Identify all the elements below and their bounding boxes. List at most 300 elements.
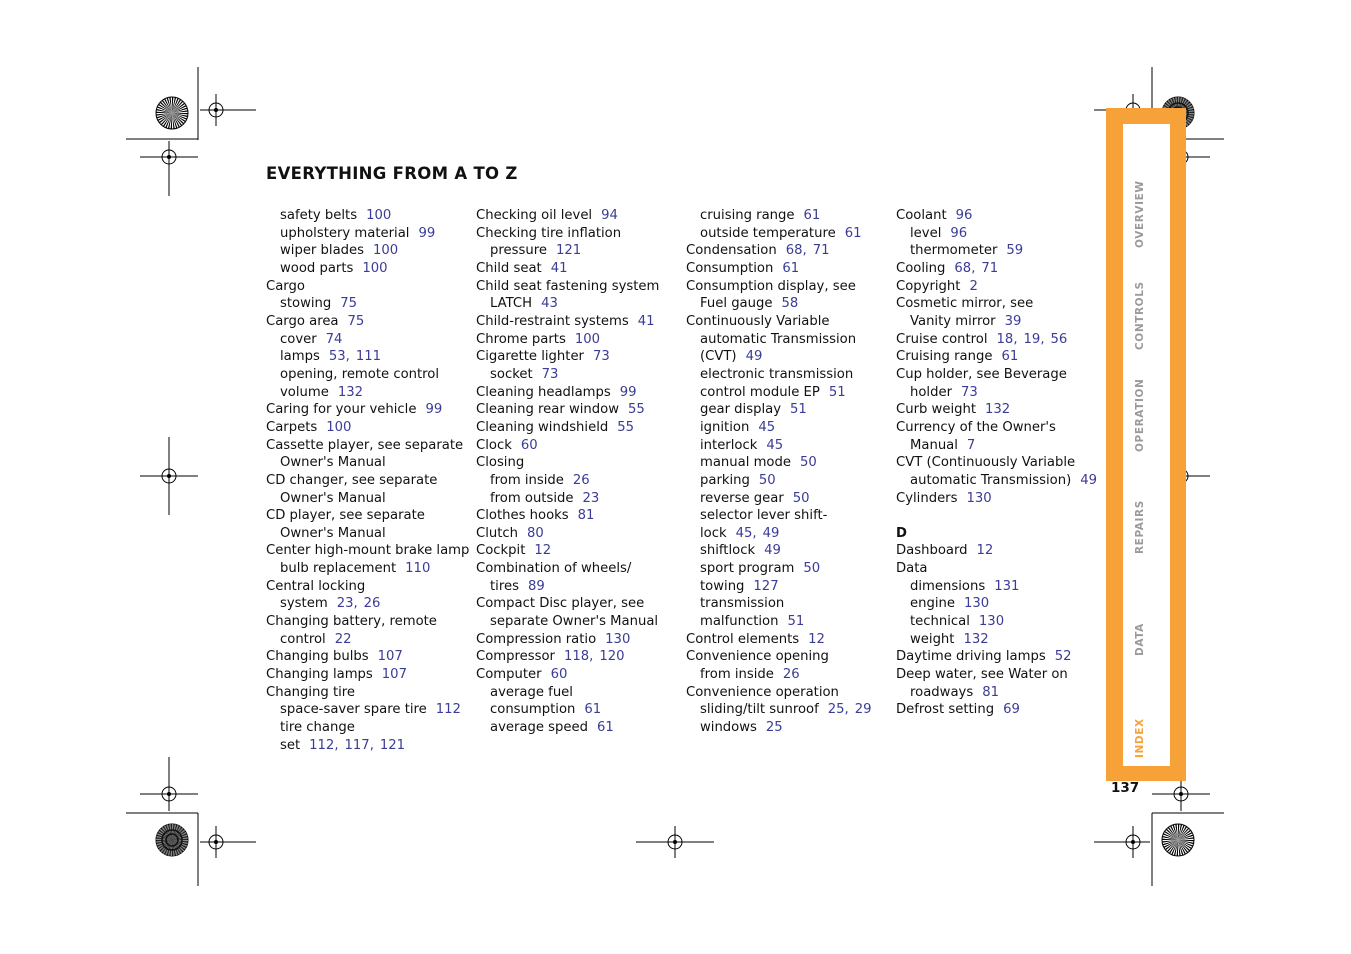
index-term: thermometer: [910, 243, 998, 259]
index-entry: [686, 401, 891, 419]
index-entry: [896, 701, 1101, 719]
index-entry: [896, 348, 1101, 366]
index-entry: [266, 295, 471, 313]
index-term: engine: [910, 596, 955, 612]
index-entry: [266, 507, 471, 525]
index-entry: [896, 401, 1101, 419]
index-term: Cargo area: [266, 313, 339, 329]
index-term: weight: [910, 631, 955, 647]
page-reference-link[interactable]: 130: [605, 631, 631, 647]
index-term: Central locking: [266, 578, 366, 594]
index-term: Cockpit: [476, 543, 526, 559]
index-entry: [476, 384, 681, 402]
page-reference-link[interactable]: 112: [309, 737, 335, 753]
index-entry: [896, 225, 1101, 243]
page-reference-link[interactable]: 49: [745, 349, 763, 365]
page-reference-link[interactable]: 100: [362, 260, 388, 276]
index-term: Cleaning rear window: [476, 402, 619, 418]
page-reference-link[interactable]: 58: [781, 296, 799, 312]
index-entry: [686, 419, 891, 437]
page-reference-link[interactable]: 49: [1080, 472, 1097, 488]
index-term: control module EP: [700, 384, 820, 400]
index-term: Consumption display, see: [686, 278, 856, 294]
index-term: Curb weight: [896, 402, 977, 418]
index-term: CVT (Continuously Variable: [896, 455, 1076, 471]
page-reference-link[interactable]: 107: [377, 649, 403, 665]
index-term: ignition: [700, 419, 750, 435]
index-entry: [686, 366, 891, 384]
index-entry: [476, 525, 681, 543]
page-reference-link[interactable]: 50: [792, 490, 810, 506]
index-entry: [476, 542, 681, 560]
index-term: opening, remote control: [280, 366, 440, 382]
page-reference-link[interactable]: 55: [627, 402, 645, 418]
page-reference-link[interactable]: 61: [597, 720, 614, 736]
index-entry: [266, 631, 471, 649]
index-section-letter: [896, 525, 1101, 543]
index-entry: [266, 490, 471, 508]
page-reference-link[interactable]: 99: [619, 384, 637, 400]
page-reference-link[interactable]: 132: [985, 402, 1011, 418]
index-entry: [266, 366, 471, 384]
index-entry: [896, 454, 1101, 472]
index-entry: [896, 595, 1101, 613]
page-reference-link[interactable]: 18: [996, 331, 1014, 347]
page-separator: ,: [844, 702, 849, 718]
page-reference-link[interactable]: 68: [954, 260, 972, 276]
index-term: Changing battery, remote: [266, 614, 437, 630]
index-term: pressure: [490, 243, 547, 259]
page-reference-link[interactable]: 49: [762, 525, 780, 541]
index-term: upholstery material: [280, 225, 410, 241]
index-term: Combination of wheels/: [476, 561, 632, 577]
index-term: holder: [910, 384, 952, 400]
index-term: Compression ratio: [476, 631, 597, 647]
page-reference-link[interactable]: 81: [982, 684, 999, 700]
page-reference-link[interactable]: 100: [574, 331, 601, 347]
tab-repairs[interactable]: REPAIRS: [1134, 500, 1146, 554]
index-entry: [476, 560, 681, 578]
index-term: manual mode: [700, 455, 791, 471]
page-reference-link[interactable]: 25: [827, 702, 845, 718]
page-reference-link[interactable]: 107: [381, 667, 407, 683]
index-entry: [266, 684, 471, 702]
index-entry: [896, 560, 1101, 578]
index-entry: [896, 207, 1101, 225]
index-entry: [896, 578, 1101, 596]
index-term: electronic transmission: [700, 366, 854, 382]
index-term: Cleaning windshield: [476, 419, 609, 435]
page-reference-link[interactable]: 61: [1001, 349, 1019, 365]
page-reference-link[interactable]: 2: [969, 278, 978, 294]
page-reference-link[interactable]: 49: [764, 543, 781, 559]
page-reference-link[interactable]: 89: [527, 578, 545, 594]
index-entry: [476, 366, 681, 384]
index-entry: [266, 719, 471, 737]
page-reference-link[interactable]: 74: [325, 331, 343, 347]
page-reference-link[interactable]: 60: [550, 667, 568, 683]
page-reference-link[interactable]: 99: [418, 225, 436, 241]
index-term: reverse gear: [700, 490, 784, 506]
page-reference-link[interactable]: 132: [963, 631, 989, 647]
index-entry: [896, 242, 1101, 260]
index-entry: [686, 631, 891, 649]
page-reference-link[interactable]: 41: [550, 260, 568, 276]
index-term: Currency of the Owner's: [896, 419, 1056, 435]
page-reference-link[interactable]: 130: [978, 614, 1005, 630]
index-term: (CVT): [700, 349, 737, 365]
index-entry: [266, 331, 471, 349]
page-reference-link[interactable]: 118: [563, 649, 590, 665]
index-term: Center high-mount brake lamp: [266, 543, 470, 559]
page-reference-link[interactable]: 51: [828, 384, 846, 400]
index-term: separate Owner's Manual: [490, 614, 659, 630]
index-entry: [896, 613, 1101, 631]
page-reference-link[interactable]: 55: [617, 419, 635, 435]
page-reference-link[interactable]: 53: [328, 349, 346, 365]
page-reference-link[interactable]: 12: [808, 631, 825, 647]
index-entry: [266, 348, 471, 366]
page-reference-link[interactable]: 26: [363, 596, 381, 612]
page-reference-link[interactable]: 23: [336, 596, 354, 612]
index-term: transmission: [700, 596, 785, 612]
index-term: Chrome parts: [476, 331, 566, 347]
page-reference-link[interactable]: 43: [541, 296, 558, 312]
index-entry: [476, 260, 681, 278]
index-entry: [686, 595, 891, 613]
page-reference-link[interactable]: 127: [753, 578, 779, 594]
index-term: Carpets: [266, 419, 318, 435]
page-reference-link[interactable]: 52: [1054, 649, 1072, 665]
index-entry: [476, 666, 681, 684]
page-reference-link[interactable]: 100: [373, 243, 399, 259]
page-reference-link[interactable]: 111: [355, 349, 381, 365]
index-entry: [266, 454, 471, 472]
index-entry: [686, 560, 891, 578]
page-reference-link[interactable]: 60: [520, 437, 538, 453]
index-entry: [476, 454, 681, 472]
index-term: Child seat: [476, 260, 542, 276]
index-term: Defrost setting: [896, 702, 995, 718]
page-reference-link[interactable]: 94: [601, 208, 618, 223]
index-entry: [686, 313, 891, 331]
index-term: Convenience opening: [686, 649, 829, 665]
page-reference-link[interactable]: 61: [844, 225, 862, 241]
page-reference-link[interactable]: 117: [344, 737, 370, 753]
page-reference-link[interactable]: 22: [334, 631, 352, 647]
index-term: Convenience operation: [686, 684, 839, 700]
index-entry: [266, 384, 471, 402]
index-entry: [686, 666, 891, 684]
page-reference-link[interactable]: 132: [337, 384, 364, 400]
index-entry: [266, 401, 471, 419]
index-term: bulb replacement: [280, 561, 397, 577]
page-reference-link[interactable]: 51: [787, 614, 805, 630]
page-reference-link[interactable]: 69: [1003, 702, 1020, 718]
index-column-3: [686, 207, 891, 737]
index-term: space-saver spare tire: [280, 702, 427, 718]
index-term: interlock: [700, 437, 758, 453]
index-term: average fuel: [490, 684, 573, 700]
page-reference-link[interactable]: 130: [966, 490, 992, 506]
index-term: Vanity mirror: [910, 313, 996, 329]
page-reference-link[interactable]: 12: [534, 543, 552, 559]
index-term: Owner's Manual: [280, 490, 386, 506]
index-term: set: [280, 737, 301, 753]
page-reference-link[interactable]: 26: [782, 667, 800, 683]
index-term: volume: [280, 384, 329, 400]
index-term: D: [896, 525, 907, 541]
index-term: sliding/tilt sunroof: [700, 702, 819, 718]
index-entry: [686, 331, 891, 349]
index-entry: [896, 648, 1101, 666]
index-term: Changing lamps: [266, 667, 373, 683]
page-reference-link[interactable]: 61: [803, 208, 821, 223]
index-term: socket: [490, 366, 533, 382]
index-entry: [476, 595, 681, 613]
page-title: EVERYTHING FROM A TO Z: [266, 164, 518, 183]
page-separator: ,: [345, 349, 350, 365]
page-reference-link[interactable]: 96: [950, 225, 968, 241]
page-reference-link[interactable]: 25: [765, 720, 783, 736]
index-entry: [476, 348, 681, 366]
index-term: from inside: [490, 472, 564, 488]
index-entry: [266, 278, 471, 296]
index-term: cover: [280, 331, 317, 347]
page-reference-link[interactable]: 19: [1023, 331, 1041, 347]
index-entry: [686, 684, 891, 702]
index-entry: [686, 542, 891, 560]
index-term: Clothes hooks: [476, 508, 569, 524]
index-entry: [266, 737, 471, 755]
index-term: Clutch: [476, 525, 519, 541]
index-entry: [896, 278, 1101, 296]
index-entry: [266, 701, 471, 719]
page-reference-link[interactable]: 130: [963, 596, 990, 612]
index-entry: [896, 366, 1101, 384]
page-reference-link[interactable]: 50: [758, 472, 776, 488]
page-reference-link[interactable]: 121: [555, 243, 582, 259]
index-term: Caring for your vehicle: [266, 402, 417, 418]
index-entry: [266, 578, 471, 596]
page-reference-link[interactable]: 120: [599, 649, 625, 665]
index-entry: [896, 419, 1101, 437]
page-reference-link[interactable]: 110: [405, 561, 431, 577]
index-entry: [896, 437, 1101, 455]
page-reference-link[interactable]: 51: [790, 402, 807, 418]
index-term: shiftlock: [700, 543, 756, 559]
tab-index[interactable]: INDEX: [1134, 718, 1146, 758]
index-term: Checking tire inflation: [476, 225, 622, 241]
index-entry: [686, 348, 891, 366]
index-term: Changing bulbs: [266, 649, 369, 665]
index-term: outside temperature: [700, 225, 836, 241]
index-term: Coolant: [896, 208, 947, 223]
index-term: stowing: [280, 296, 332, 312]
index-entry: [686, 490, 891, 508]
index-entry: [686, 242, 891, 260]
index-term: sport program: [700, 561, 795, 577]
page-reference-link[interactable]: 7: [966, 437, 976, 453]
page-reference-link[interactable]: 100: [326, 419, 352, 435]
index-entry: [686, 260, 891, 278]
page-reference-link[interactable]: 50: [799, 455, 817, 471]
index-entry: [266, 666, 471, 684]
index-term: from inside: [700, 667, 774, 683]
page-reference-link[interactable]: 73: [592, 349, 610, 365]
index-term: Data: [896, 561, 928, 577]
index-entry: [266, 595, 471, 613]
index-entry: [476, 648, 681, 666]
index-term: Daytime driving lamps: [896, 649, 1046, 665]
index-entry: [896, 295, 1101, 313]
page-reference-link[interactable]: 121: [379, 737, 406, 753]
index-term: CD player, see separate: [266, 508, 425, 524]
index-term: Child seat fastening system: [476, 278, 660, 294]
page-reference-link[interactable]: 73: [541, 366, 559, 382]
page-reference-link[interactable]: 45: [735, 525, 753, 541]
page-reference-link[interactable]: 50: [803, 561, 821, 577]
index-term: Clock: [476, 437, 512, 453]
tab-data[interactable]: DATA: [1134, 623, 1146, 656]
index-term: Cylinders: [896, 490, 958, 506]
page-reference-link[interactable]: 99: [425, 402, 443, 418]
page-reference-link[interactable]: 80: [527, 525, 544, 541]
index-entry: [266, 313, 471, 331]
index-entry: [896, 472, 1101, 490]
index-term: cruising range: [700, 208, 795, 223]
index-term: Cooling: [896, 260, 946, 276]
page-reference-link[interactable]: 61: [584, 702, 602, 718]
page-reference-link[interactable]: 71: [812, 243, 830, 259]
index-term: safety belts: [280, 208, 358, 223]
index-term: Deep water, see Water on: [896, 667, 1068, 683]
chapter-sidebar-inner: [1123, 124, 1170, 766]
index-entry: [686, 719, 891, 737]
index-term: automatic Transmission): [910, 472, 1072, 488]
index-term: Condensation: [686, 243, 777, 259]
index-entry: [476, 278, 681, 296]
index-entry: [476, 613, 681, 631]
tab-controls[interactable]: CONTROLS: [1134, 281, 1146, 350]
page-reference-link[interactable]: 45: [758, 419, 776, 435]
page-separator: ,: [971, 260, 976, 276]
index-entry: [686, 701, 891, 719]
index-entry: [266, 472, 471, 490]
page-reference-link[interactable]: 96: [955, 208, 973, 223]
index-term: Owner's Manual: [280, 455, 386, 471]
index-term: wiper blades: [280, 243, 365, 259]
index-term: Cleaning headlamps: [476, 384, 611, 400]
index-entry: [686, 648, 891, 666]
index-term: roadways: [910, 684, 974, 700]
index-entry: [896, 490, 1101, 508]
index-term: consumption: [490, 702, 576, 718]
page-reference-link[interactable]: 75: [347, 313, 365, 329]
page-reference-link[interactable]: 12: [976, 543, 994, 559]
index-entry: [476, 207, 681, 225]
index-term: Owner's Manual: [280, 525, 386, 541]
index-term: control: [280, 631, 326, 647]
index-term: wood parts: [280, 260, 354, 276]
page-reference-link[interactable]: 75: [340, 296, 358, 312]
page-reference-link[interactable]: 56: [1050, 331, 1068, 347]
page-reference-link[interactable]: 23: [582, 490, 600, 506]
index-term: Continuously Variable: [686, 313, 830, 329]
index-term: Compressor: [476, 649, 555, 665]
index-entry: [476, 507, 681, 525]
index-term: dimensions: [910, 578, 986, 594]
index-entry: [266, 207, 471, 225]
index-entry: [686, 437, 891, 455]
page-reference-link[interactable]: 41: [637, 313, 655, 329]
index-entry: [686, 454, 891, 472]
page-reference-link[interactable]: 112: [435, 702, 461, 718]
index-entry: [266, 560, 471, 578]
index-entry: [896, 313, 1101, 331]
index-entry: [476, 684, 681, 702]
page-reference-link[interactable]: 68: [785, 243, 803, 259]
index-entry: [896, 260, 1101, 278]
index-entry: [686, 225, 891, 243]
index-term: Consumption: [686, 260, 774, 276]
page-reference-link[interactable]: 73: [961, 384, 978, 400]
index-term: Cruise control: [896, 331, 988, 347]
index-entry: [686, 525, 891, 543]
page-reference-link[interactable]: 100: [366, 208, 392, 223]
index-column-4: [896, 207, 1101, 719]
index-term: Dashboard: [896, 543, 968, 559]
page-separator: ,: [334, 737, 339, 753]
index-entry: [266, 542, 471, 560]
index-entry: [896, 631, 1101, 649]
page-separator: ,: [752, 525, 757, 541]
page-reference-link[interactable]: 71: [981, 260, 999, 276]
index-term: CD changer, see separate: [266, 472, 438, 488]
index-term: Cargo: [266, 278, 305, 294]
index-term: Changing tire: [266, 684, 356, 700]
index-entry: [266, 648, 471, 666]
index-entry: [476, 437, 681, 455]
page-reference-link[interactable]: 61: [782, 260, 800, 276]
tab-overview[interactable]: OVERVIEW: [1134, 180, 1146, 248]
index-term: windows: [700, 720, 757, 736]
index-column-2: [476, 207, 681, 737]
index-spacer: [896, 507, 1101, 525]
index-entry: [266, 613, 471, 631]
index-term: Cigarette lighter: [476, 349, 584, 365]
page-reference-link[interactable]: 26: [572, 472, 590, 488]
index-entry: [476, 331, 681, 349]
index-entry: [266, 242, 471, 260]
index-term: Copyright: [896, 278, 961, 294]
page-reference-link[interactable]: 59: [1006, 243, 1024, 259]
tab-operation[interactable]: OPERATION: [1134, 378, 1146, 452]
index-term: Cruising range: [896, 349, 993, 365]
index-entry: [896, 331, 1101, 349]
index-term: gear display: [700, 402, 782, 418]
page-reference-link[interactable]: 131: [994, 578, 1020, 594]
starburst-target-icon: [156, 97, 188, 129]
page-reference-link[interactable]: 45: [766, 437, 784, 453]
page-reference-link[interactable]: 81: [577, 508, 595, 524]
index-term: Fuel gauge: [700, 296, 773, 312]
page-separator: ,: [353, 596, 358, 612]
index-entry: [686, 507, 891, 525]
page-separator: ,: [1013, 331, 1018, 347]
page-reference-link[interactable]: 29: [854, 702, 872, 718]
page-reference-link[interactable]: 39: [1004, 313, 1022, 329]
